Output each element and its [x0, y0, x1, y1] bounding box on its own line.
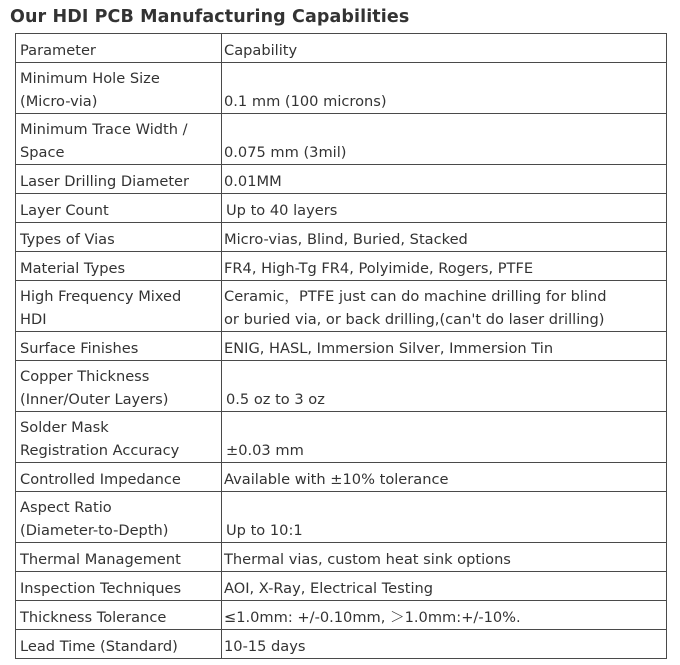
capability-cell: Micro-vias, Blind, Buried, Stacked: [222, 223, 667, 252]
parameter-line: Registration Accuracy: [20, 442, 180, 459]
table-row: [16, 332, 667, 361]
parameter-cell: Material Types: [16, 252, 222, 281]
capability-line: ±0.03 mm: [226, 442, 304, 459]
table-row: [16, 165, 667, 194]
parameter-line: Copper Thickness: [20, 368, 150, 385]
table-row: [16, 361, 667, 412]
table-header-row: [16, 34, 667, 63]
parameter-line: Minimum Hole Size: [20, 70, 160, 87]
parameter-cell: [16, 361, 222, 412]
parameter-line: (Diameter-to-Depth): [20, 522, 169, 539]
parameter-line: HDI: [20, 311, 47, 328]
capability-line: 0.1 mm (100 microns): [224, 93, 387, 110]
table-row: [16, 223, 667, 252]
capability-line: Ceramic，PTFE just can do machine drilling for blind: [224, 288, 607, 305]
page-title: Our HDI PCB Manufacturing Capabilities: [10, 7, 410, 27]
capability-cell: [222, 361, 667, 412]
capability-cell: Thermal vias, custom heat sink options: [222, 543, 667, 572]
capability-cell: [222, 412, 667, 463]
table-row: [16, 463, 667, 492]
parameter-cell: Controlled Impedance: [16, 463, 222, 492]
column-header-parameter: Parameter: [16, 34, 222, 63]
capability-cell: ≤1.0mm: +/-0.10mm, ＞1.0mm:+/-10%.: [222, 601, 667, 630]
table-row: [16, 492, 667, 543]
parameter-line: Minimum Trace Width /: [20, 121, 188, 138]
capability-cell: [222, 63, 667, 114]
parameter-cell: [16, 63, 222, 114]
table-row: [16, 281, 667, 332]
capability-cell: Available with ±10% tolerance: [222, 463, 667, 492]
table-row: [16, 543, 667, 572]
parameter-cell: Thermal Management: [16, 543, 222, 572]
capability-line: Up to 10:1: [226, 522, 303, 539]
table-row: [16, 194, 667, 223]
parameter-cell: Surface Finishes: [16, 332, 222, 361]
parameter-line: High Frequency Mixed: [20, 288, 182, 305]
capability-cell: [222, 281, 667, 332]
table-row: [16, 412, 667, 463]
capability-cell: [222, 492, 667, 543]
parameter-line: Space: [20, 144, 65, 161]
capability-line: or buried via, or back drilling,(can't do laser drilling): [224, 311, 605, 328]
capability-line: 0.075 mm (3mil): [224, 144, 347, 161]
parameter-line: (Micro-via): [20, 93, 98, 110]
parameter-cell: Laser Drilling Diameter: [16, 165, 222, 194]
parameter-cell: Lead Time (Standard): [16, 630, 222, 659]
capabilities-table: [15, 33, 667, 659]
capability-cell: FR4, High-Tg FR4, Polyimide, Rogers, PTFE: [222, 252, 667, 281]
parameter-cell: Thickness Tolerance: [16, 601, 222, 630]
table-row: [16, 572, 667, 601]
capability-cell: AOI, X-Ray, Electrical Testing: [222, 572, 667, 601]
table-row: [16, 601, 667, 630]
parameter-line: (Inner/Outer Layers): [20, 391, 169, 408]
parameter-cell: Types of Vias: [16, 223, 222, 252]
column-header-capability: Capability: [222, 34, 667, 63]
parameter-line: Solder Mask: [20, 419, 109, 436]
capability-cell: Up to 40 layers: [222, 194, 667, 223]
table-row: [16, 252, 667, 281]
capability-cell: 10-15 days: [222, 630, 667, 659]
table-row: [16, 114, 667, 165]
capability-cell: [222, 114, 667, 165]
parameter-cell: [16, 114, 222, 165]
capability-cell: ENIG, HASL, Immersion Silver, Immersion Tin: [222, 332, 667, 361]
table-row: [16, 63, 667, 114]
capability-line: 0.5 oz to 3 oz: [226, 391, 325, 408]
table-row: [16, 630, 667, 659]
parameter-cell: [16, 281, 222, 332]
parameter-line: Aspect Ratio: [20, 499, 112, 516]
parameter-cell: [16, 492, 222, 543]
capability-cell: 0.01MM: [222, 165, 667, 194]
parameter-cell: Layer Count: [16, 194, 222, 223]
parameter-cell: Inspection Techniques: [16, 572, 222, 601]
parameter-cell: [16, 412, 222, 463]
